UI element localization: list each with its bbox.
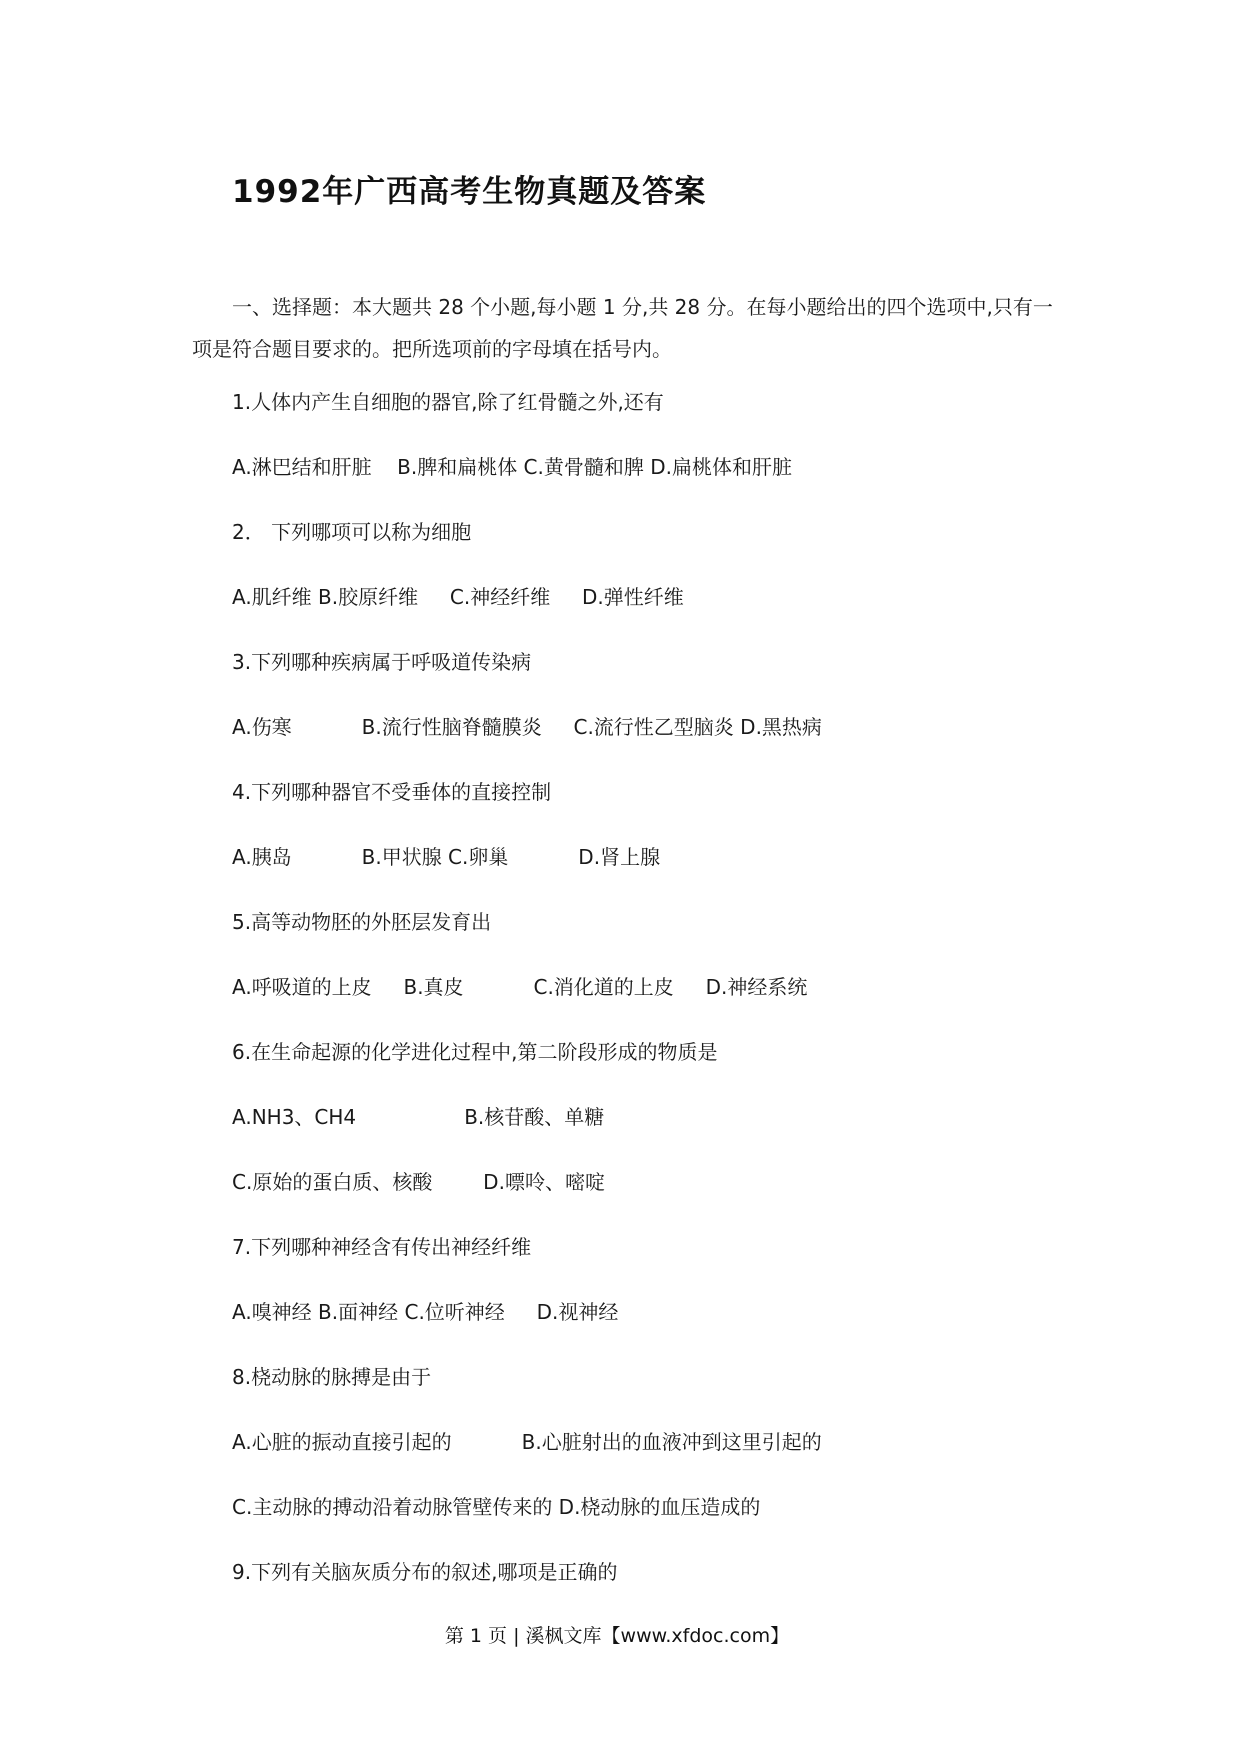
question-line: 9.下列有关脑灰质分布的叙述,哪项是正确的 [232, 1560, 618, 1584]
question-line: 8.桡动脉的脉搏是由于 [232, 1365, 432, 1389]
page-title: 1992年广西高考生物真题及答案 [232, 174, 707, 210]
question-line: 4.下列哪种器官不受垂体的直接控制 [232, 780, 552, 804]
page-footer: 第 1 页 | 溪枫文库【www.xfdoc.com】 [444, 1625, 790, 1647]
option-line: A.伤寒 B.流行性脑脊髓膜炎 C.流行性乙型脑炎 D.黑热病 [232, 715, 822, 739]
question-line: 1.人体内产生自细胞的器官,除了红骨髓之外,还有 [232, 390, 664, 414]
question-line: 6.在生命起源的化学进化过程中,第二阶段形成的物质是 [232, 1040, 718, 1064]
option-line: C.原始的蛋白质、核酸 D.嘌呤、嘧啶 [232, 1170, 605, 1194]
option-line: A.胰岛 B.甲状腺 C.卵巢 D.肾上腺 [232, 845, 661, 869]
option-line: A.淋巴结和肝脏 B.脾和扁桃体 C.黄骨髓和脾 D.扁桃体和肝脏 [232, 455, 792, 479]
option-line: A.呼吸道的上皮 B.真皮 C.消化道的上皮 D.神经系统 [232, 975, 808, 999]
question-line: 7.下列哪种神经含有传出神经纤维 [232, 1235, 532, 1259]
question-line: 3.下列哪种疾病属于呼吸道传染病 [232, 650, 532, 674]
option-line: A.心脏的振动直接引起的 B.心脏射出的血液冲到这里引起的 [232, 1430, 822, 1454]
question-line: 2． 下列哪项可以称为细胞 [232, 520, 472, 544]
option-line: C.主动脉的搏动沿着动脉管壁传来的 D.桡动脉的血压造成的 [232, 1495, 761, 1519]
question-line: 5.高等动物胚的外胚层发育出 [232, 910, 492, 934]
option-line: A.NH3、CH4 B.核苷酸、单糖 [232, 1105, 605, 1129]
option-line: A.嗅神经 B.面神经 C.位听神经 D.视神经 [232, 1300, 619, 1324]
section-intro: 一、选择题：本大题共 28 个小题,每小题 1 分,共 28 分。在每小题给出的四个选项中,只有一项是符合题目要求的。把所选项前的字母填在括号内。 [192, 295, 1053, 361]
option-line: A.肌纤维 B.胶原纤维 C.神经纤维 D.弹性纤维 [232, 585, 684, 609]
